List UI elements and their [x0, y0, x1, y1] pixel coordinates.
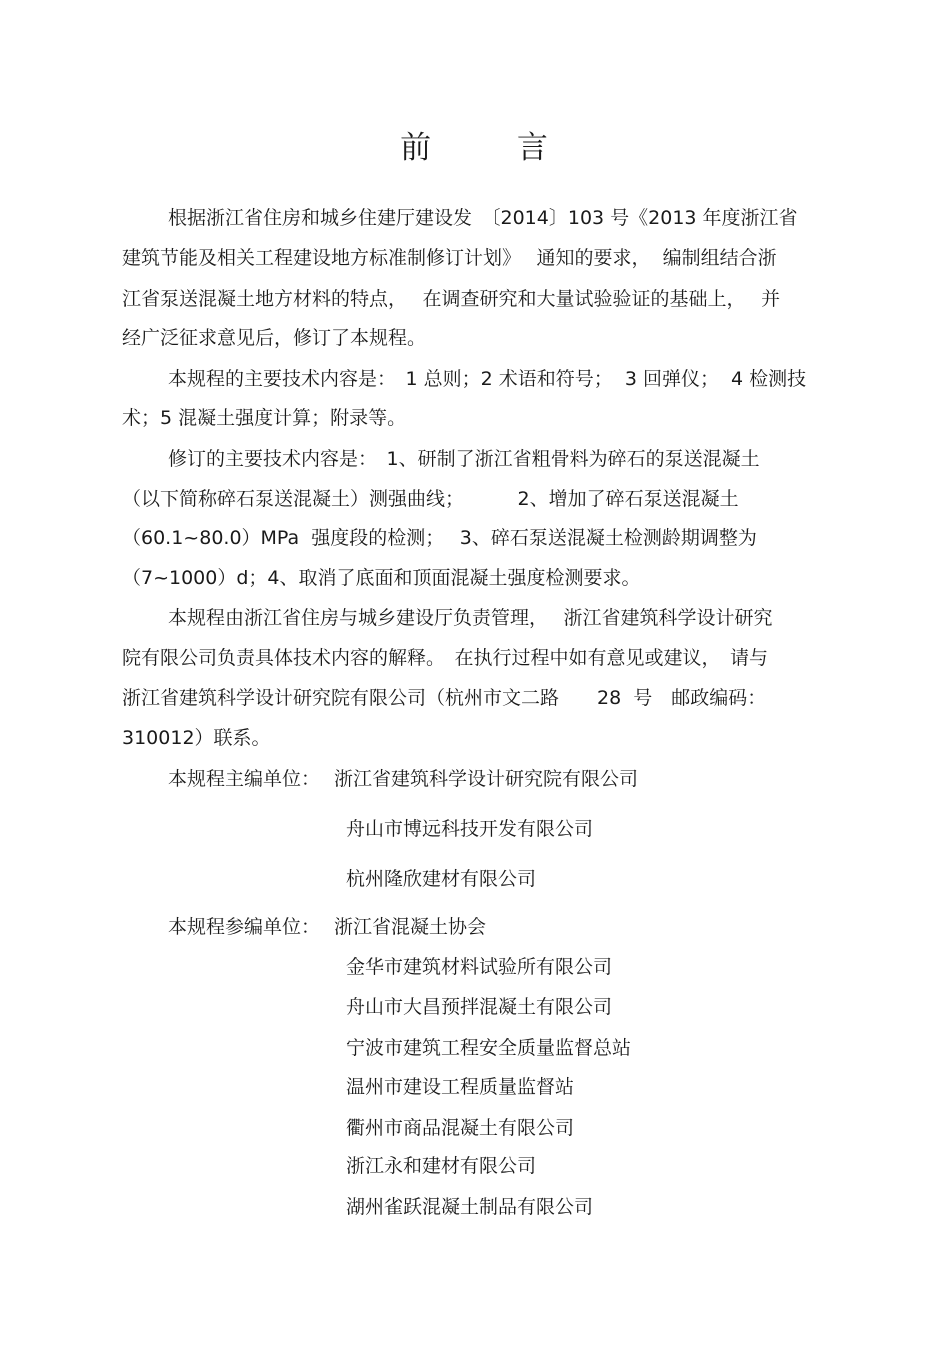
co-editor-unit: 浙江省混凝土协会 — [334, 916, 487, 938]
co-editor-unit: 湖州雀跃混凝土制品有限公司 — [346, 1196, 594, 1218]
paragraph-revision-line-2: （以下简称碎石泵送混凝土）测强曲线； 2、增加了碎石泵送混凝土 — [122, 488, 739, 510]
paragraph-basis-line-3: 江省泵送混凝土地方材料的特点， 在调查研究和大量试验验证的基础上， 并 — [122, 288, 781, 310]
paragraph-management-line-4: 310012）联系。 — [122, 727, 271, 749]
chief-editor-unit: 舟山市博远科技开发有限公司 — [346, 818, 594, 840]
title-char-2: 言 — [516, 130, 550, 166]
paragraph-revision-line-4: （7~1000）d；4、取消了底面和顶面混凝土强度检测要求。 — [122, 567, 641, 589]
co-editor-unit: 浙江永和建材有限公司 — [346, 1155, 537, 1177]
co-editor-unit: 舟山市大昌预拌混凝土有限公司 — [346, 996, 613, 1018]
co-editor-unit: 金华市建筑材料试验所有限公司 — [346, 956, 613, 978]
co-editors-label: 本规程参编单位： — [168, 916, 321, 938]
paragraph-basis-line-4: 经广泛征求意见后，修订了本规程。 — [122, 327, 427, 349]
chief-editor-unit: 浙江省建筑科学设计研究院有限公司 — [334, 768, 639, 790]
co-editor-unit: 衢州市商品混凝土有限公司 — [346, 1117, 575, 1139]
chief-editor-unit: 杭州隆欣建材有限公司 — [346, 868, 537, 890]
co-editor-unit: 宁波市建筑工程安全质量监督总站 — [346, 1037, 632, 1059]
paragraph-basis-line-1: 根据浙江省住房和城乡住建厅建设发 〔2014〕103 号《2013 年度浙江省 — [168, 207, 798, 229]
paragraph-management-line-3: 浙江省建筑科学设计研究院有限公司（杭州市文二路 28 号 邮政编码： — [122, 687, 767, 709]
paragraph-revision-line-3: （60.1~80.0）MPa 强度段的检测； 3、碎石泵送混凝土检测龄期调整为 — [122, 527, 757, 549]
paragraph-management-line-1: 本规程由浙江省住房与城乡建设厅负责管理， 浙江省建筑科学设计研究 — [168, 607, 773, 629]
chief-editors-label: 本规程主编单位： — [168, 768, 321, 790]
page-title — [0, 122, 950, 167]
paragraph-revision-line-1: 修订的主要技术内容是： 1、研制了浙江省粗骨料为碎石的泵送混凝土 — [168, 448, 760, 470]
co-editor-unit: 温州市建设工程质量监督站 — [346, 1076, 575, 1098]
paragraph-content-line-1: 本规程的主要技术内容是： 1 总则；2 术语和符号； 3 回弹仪； 4 检测技 — [168, 368, 807, 390]
paragraph-basis-line-2: 建筑节能及相关工程建设地方标准制修订计划》 通知的要求， 编制组结合浙 — [122, 247, 777, 269]
paragraph-content-line-2: 术；5 混凝土强度计算；附录等。 — [122, 407, 407, 429]
title-char-1: 前 — [400, 130, 434, 166]
paragraph-management-line-2: 院有限公司负责具体技术内容的解释。 在执行过程中如有意见或建议， 请与 — [122, 647, 769, 669]
